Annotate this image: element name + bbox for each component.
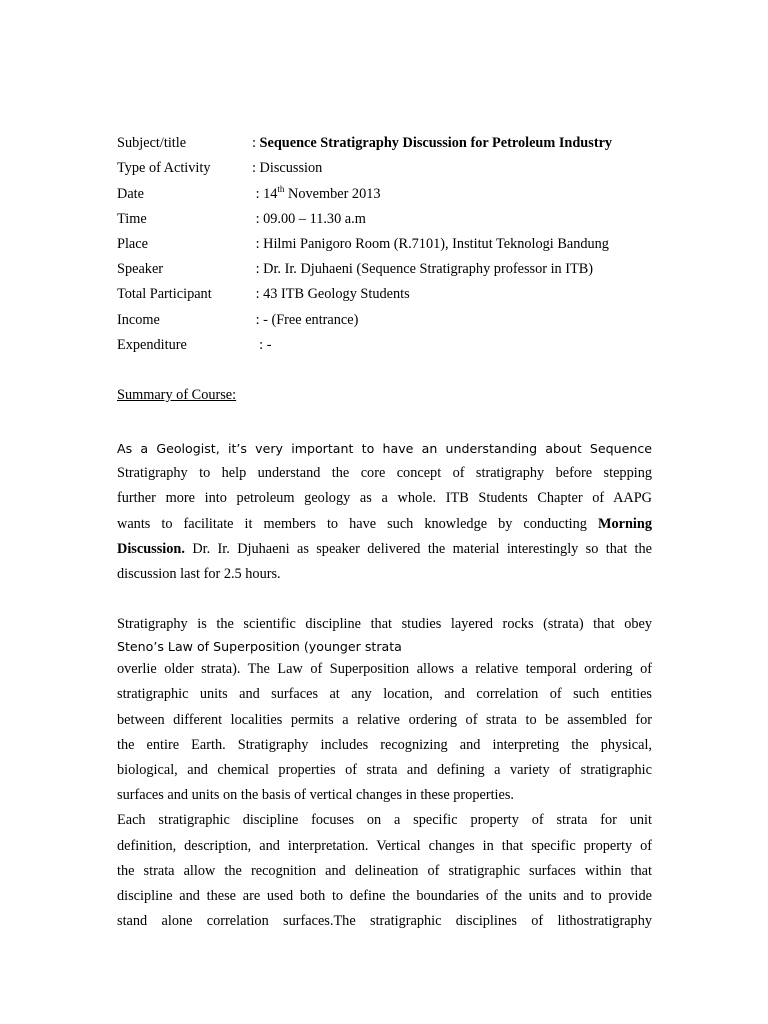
- detail-row-subject: [117, 135, 677, 157]
- paragraph-line: biological, and chemical properties of strata and defining a variety of stratigraphic: [117, 761, 652, 778]
- detail-value: : - (Free entrance): [252, 312, 359, 328]
- paragraph-line: discipline and these are used both to define the boundaries of the units and to provide: [117, 887, 652, 904]
- detail-label: Place: [117, 236, 148, 252]
- detail-value: : Dr. Ir. Djuhaeni (Sequence Stratigraphy professor in ITB): [252, 261, 594, 277]
- detail-value: : Discussion: [252, 160, 323, 176]
- detail-label: Total Participant: [117, 286, 212, 302]
- detail-row-type: [117, 160, 677, 182]
- paragraph-line: stratigraphic units and surfaces at any location, and correlation of such entities: [117, 686, 652, 703]
- detail-value: : Hilmi Panigoro Room (R.7101), Institut Teknologi Bandung: [252, 236, 609, 252]
- detail-row-income: [117, 312, 677, 334]
- detail-row-expenditure: [117, 337, 677, 359]
- detail-label: Time: [117, 211, 147, 227]
- detail-label: Expenditure: [117, 337, 187, 353]
- detail-value: : 14th November 2013: [252, 184, 381, 202]
- paragraph-line: definition, description, and interpretation. Vertical changes in that specific property of: [117, 837, 652, 854]
- paragraph-line: Steno’s Law of Superposition (younger strata: [117, 639, 402, 655]
- paragraph-line: wants to facilitate it members to have such knowledge by conducting Morning: [117, 515, 652, 532]
- paragraph-line: the entire Earth. Stratigraphy includes recognizing and interpreting the physical,: [117, 736, 652, 753]
- paragraph-line: the strata allow the recognition and delineation of stratigraphic surfaces within that: [117, 862, 652, 879]
- paragraph-line: Each stratigraphic discipline focuses on a specific property of strata for unit: [117, 812, 652, 829]
- detail-label: Income: [117, 312, 160, 328]
- detail-value: : Sequence Stratigraphy Discussion for Petroleum Industry: [252, 135, 613, 151]
- detail-row-participants: [117, 286, 677, 308]
- paragraph-line: between different localities permits a relative ordering of strata to be assembled for: [117, 711, 652, 728]
- paragraph-line: stand alone correlation surfaces.The stratigraphic disciplines of lithostratigraphy: [117, 913, 652, 930]
- detail-row-place: [117, 236, 677, 258]
- detail-value: : 43 ITB Geology Students: [252, 286, 410, 302]
- paragraph-line: Stratigraphy to help understand the core concept of stratigraphy before stepping: [117, 465, 652, 482]
- detail-row-speaker: [117, 261, 677, 283]
- paragraph-line: overlie older strata). The Law of Superposition allows a relative temporal ordering of: [117, 661, 652, 678]
- paragraph-line: As a Geologist, it’s very important to have an understanding about Sequence: [117, 441, 652, 456]
- detail-value: : 09.00 – 11.30 a.m: [252, 211, 366, 227]
- paragraph-line: Stratigraphy is the scientific discipline that studies layered rocks (strata) that obey: [117, 616, 652, 632]
- summary-heading: Summary of Course:: [117, 387, 237, 403]
- detail-row-time: [117, 211, 677, 233]
- paragraph-line: discussion last for 2.5 hours.: [117, 565, 281, 582]
- detail-label: Subject/title: [117, 135, 187, 151]
- detail-label: Speaker: [117, 261, 164, 277]
- detail-label: Type of Activity: [117, 160, 211, 176]
- detail-label: Date: [117, 186, 144, 202]
- paragraph-line: surfaces and units on the basis of vertical changes in these properties.: [117, 787, 515, 804]
- detail-row-date: [117, 186, 677, 208]
- paragraph-line: further more into petroleum geology as a whole. ITB Students Chapter of AAPG: [117, 490, 652, 507]
- detail-value: : -: [252, 337, 272, 353]
- paragraph-intro: [117, 436, 652, 587]
- paragraph-stratigraphy: [117, 612, 652, 934]
- paragraph-line: Discussion. Dr. Ir. Djuhaeni as speaker delivered the material interestingly so that the: [117, 540, 653, 557]
